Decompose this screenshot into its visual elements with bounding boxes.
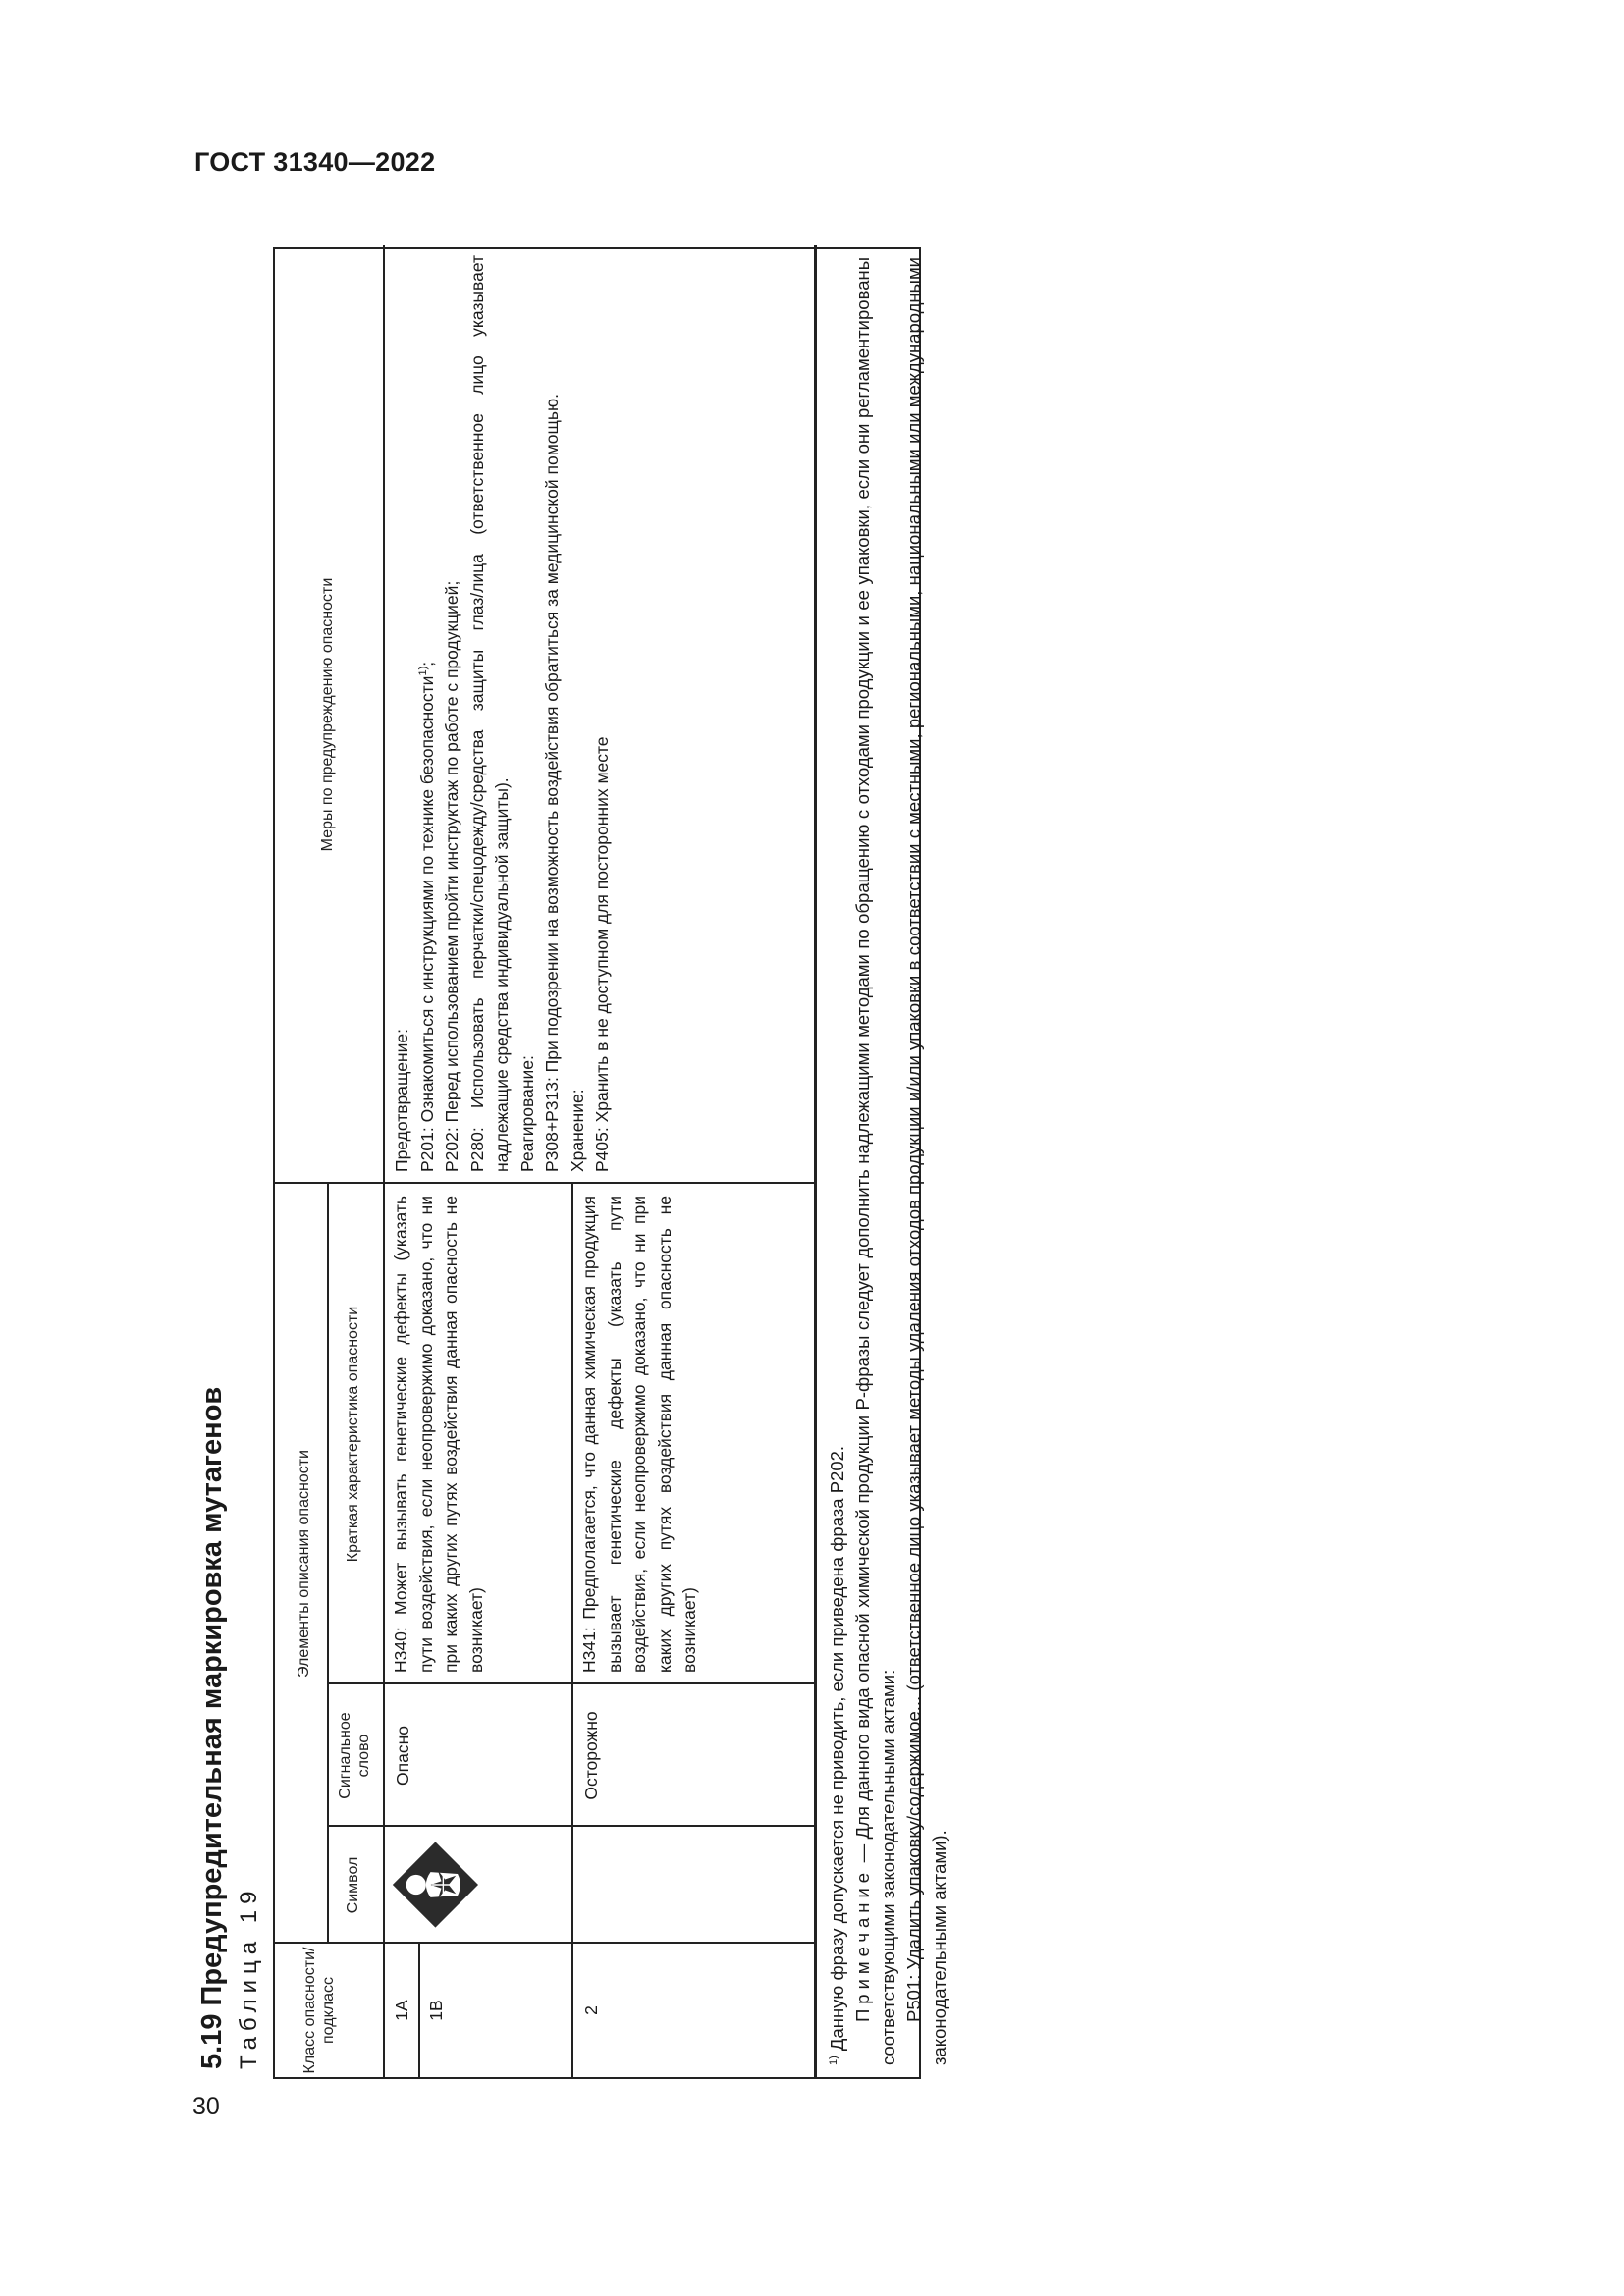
phrase-p405: Р405: Хранить в не доступном для посторонних месте — [592, 736, 612, 1172]
header-class: Класс опасности/ подкласс — [301, 1947, 337, 2074]
hazard-h341: Н341: Предполагается, что данная химическая продукция вызывает генетические дефекты (указать пути воздействия, если неопровержимо доказано, что ни при каких других путях воздействия данная опасность не возникает) — [579, 1196, 699, 1673]
phrase-p308-p313: Р308+Р313: При подозрении на возможность воздействия обратиться за медицинской помощью. — [542, 393, 562, 1172]
header-elements-group: Элементы описания опасности — [296, 1450, 312, 1678]
table-note: Примечание — Для данного вида опасной химической продукции Р-фразы следует дополнить надлежащими методами по обращению с отходами продукции и ее упаковки, если они регламентированы соответствующими законодательными актами: — [852, 256, 898, 2065]
section-title: 5.19 Предупредительная маркировка мутагенов — [196, 1386, 228, 2069]
response-label: Реагирование: — [516, 1055, 537, 1172]
table-caption: Таблица 19 — [236, 1885, 262, 2069]
class-2: 2 — [581, 2005, 601, 2015]
note-label: Примечание — [852, 1867, 873, 2022]
footnote-ref: 1) — [416, 666, 429, 676]
storage-label: Хранение: — [567, 1089, 587, 1172]
document-code: ГОСТ 31340—2022 — [194, 147, 436, 177]
class-1b: 1В — [426, 2000, 446, 2021]
header-brief-description: Краткая характеристика опасности — [345, 1306, 361, 1563]
prevention-label: Предотвращение: — [392, 1029, 411, 1172]
signal-word-warning: Осторожно — [581, 1711, 601, 1800]
phrase-p202: Р202: Перед использованием пройти инструктаж по работе с продукцией; — [442, 580, 461, 1172]
phrase-p280: Р280: Использовать перчатки/спецодежду/средства защиты глаз/лица (ответственное лицо указывает надлежащие средства индивидуальной защиты). — [466, 255, 512, 1172]
header-signal-word: Сигнальное слово — [337, 1712, 372, 1799]
phrase-p501: Р501: Удалить упаковку/содержимое... (ответственное лицо указывает методы удаления отходов продукции и/или упаковки в соответствии с местными, региональными, национальными или международными законодательными актами). — [903, 257, 949, 2065]
precautions-cell — [390, 255, 616, 1172]
hazard-table — [273, 247, 949, 2079]
class-1a: 1А — [392, 2000, 411, 2021]
phrase-p201: Р201: Ознакомиться с инструкциями по технике безопасности$^{1)}$; — [416, 661, 437, 1172]
header-precautions: Меры по предупреждению опасности — [319, 577, 336, 852]
header-symbol: Символ — [345, 1856, 361, 1914]
signal-word-danger: Опасно — [393, 1726, 412, 1786]
health-hazard-icon — [391, 1840, 481, 1930]
footnote-1: $^{1)}$ Данную фразу допускается не приводить, если приведена фраза Р202. — [827, 1445, 847, 2065]
table-footnotes — [825, 257, 952, 2065]
hazard-h340: Н340: Может вызывать генетические дефекты (указать пути воздействия, если неопровержимо доказано, что ни при каких других путях воздействия данная опасность не возникает) — [391, 1196, 486, 1673]
page-number: 30 — [192, 2093, 220, 2120]
rotated-table-block — [196, 234, 949, 2079]
